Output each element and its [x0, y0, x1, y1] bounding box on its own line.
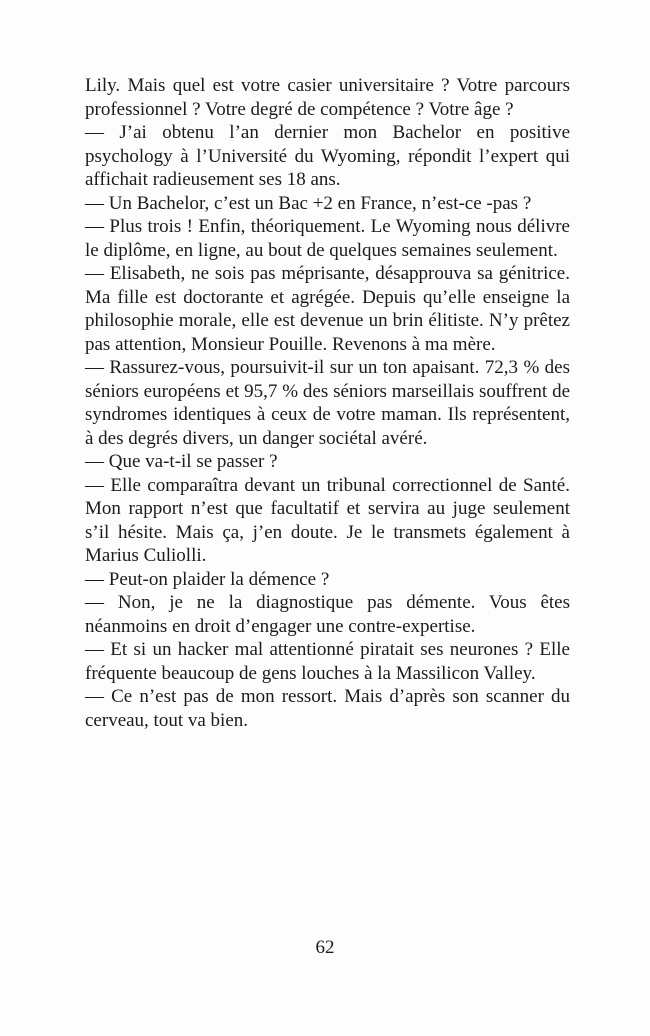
paragraph: — Elisabeth, ne sois pas méprisante, désapprouva sa génitrice. Ma fille est doctorante et agrégée. Depuis qu’elle enseigne la philosophie morale, elle est devenue un brin élitiste. N’y prêtez pas attention, Monsieur Pouille. Revenons à ma mère.	[85, 263, 570, 355]
paragraph: — Un Bachelor, c’est un Bac +2 en France, n’est-ce -pas ?	[85, 192, 532, 214]
paragraph: — Rassurez-vous, poursuivit-il sur un ton apaisant. 72,3 % des séniors européens et 95,7 % des séniors marseillais souffrent de syndromes identiques à ceux de votre maman. Ils représentent, à des degrés divers, un danger sociétal avéré.	[85, 357, 570, 449]
paragraph: — Ce n’est pas de mon ressort. Mais d’après son scanner du cerveau, tout va bien.	[85, 686, 570, 731]
paragraph: — Peut-on plaider la démence ?	[85, 568, 330, 590]
paragraph: — J’ai obtenu l’an dernier mon Bachelor en positive psychology à l’Université du Wyoming, répondit l’expert qui affichait radieusement ses 18 ans.	[85, 122, 570, 190]
body-text	[85, 74, 570, 732]
paragraph: — Non, je ne la diagnostique pas démente. Vous êtes néanmoins en droit d’engager une contre-expertise.	[85, 592, 570, 637]
paragraph: — Et si un hacker mal attentionné piratait ses neurones ? Elle fréquente beaucoup de gens louches à la Massilicon Valley.	[85, 639, 570, 684]
page-number: 62	[315, 937, 335, 958]
paragraph: — Que va-t-il se passer ?	[85, 451, 278, 472]
paragraph: — Elle comparaîtra devant un tribunal correctionnel de Santé. Mon rapport n’est que facultatif et servira au juge seulement s’il hésite. Mais ça, j’en doute. Je le transmets également à Marius Culiolli.	[85, 474, 570, 566]
paragraph: Lily. Mais quel est votre casier universitaire ? Votre parcours professionnel ? Votre degré de compétence ? Votre âge ?	[85, 75, 570, 120]
paragraph: — Plus trois ! Enfin, théoriquement. Le Wyoming nous délivre le diplôme, en ligne, au bout de quelques semaines seulement.	[85, 216, 570, 261]
